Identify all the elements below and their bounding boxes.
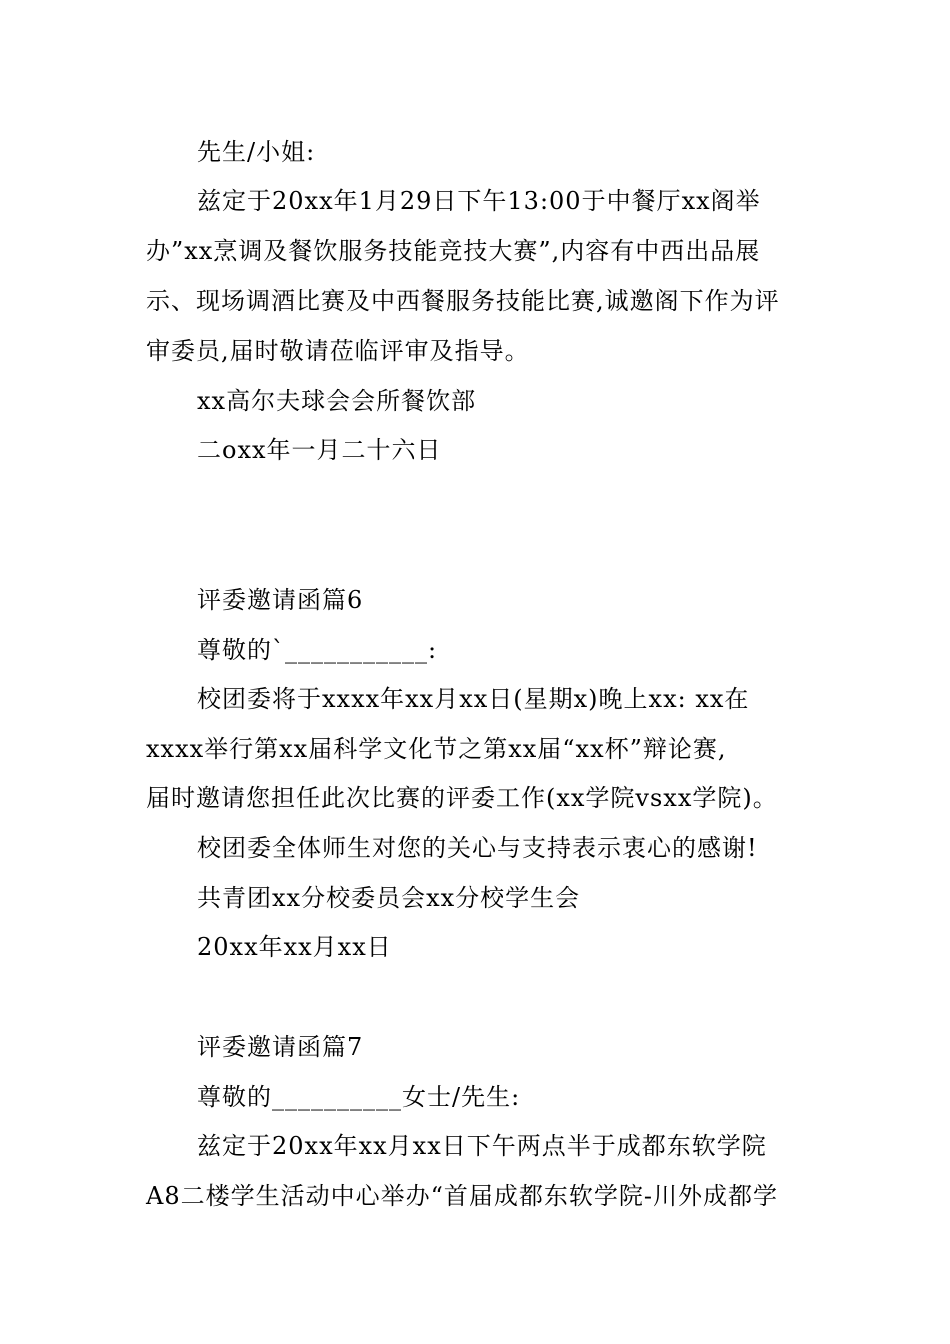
section6-thanks: 校团委全体师生对您的关心与支持表示衷心的感谢! xyxy=(197,834,758,862)
section5-body-line-1: 兹定于20xx年1月29日下午13:00于中餐厅xx阁举 xyxy=(197,187,761,215)
section5-greeting: 先生/小姐: xyxy=(197,138,316,166)
section7-body-line-2: A8二楼学生活动中心举办“首届成都东软学院-川外成都学 xyxy=(146,1182,778,1210)
section6-body-line-2: xxxx举行第xx届科学文化节之第xx届“xx杯”辩论赛, xyxy=(146,735,727,763)
section6-signature: 共青团xx分校委员会xx分校学生会 xyxy=(197,884,581,912)
section5-signature: xx高尔夫球会会所餐饮部 xyxy=(197,387,477,415)
section7-body-line-1: 兹定于20xx年xx月xx日下午两点半于成都东软学院 xyxy=(197,1132,767,1160)
section6-body-line-3: 届时邀请您担任此次比赛的评委工作(xx学院vsxx学院)。 xyxy=(146,784,778,812)
section5-date: 二oxx年一月二十六日 xyxy=(197,436,442,464)
section7-greeting: 尊敬的__________女士/先生: xyxy=(197,1083,521,1111)
section5-body-line-4: 审委员,届时敬请莅临评审及指导。 xyxy=(146,337,530,365)
section6-date: 20xx年xx月xx日 xyxy=(197,933,392,961)
section6-title: 评委邀请函篇6 xyxy=(197,586,364,614)
section5-body-line-3: 示、现场调酒比赛及中西餐服务技能比赛,诚邀阁下作为评 xyxy=(146,287,780,315)
section5-body-line-2: 办”xx烹调及餐饮服务技能竞技大赛”,内容有中西出品展 xyxy=(146,237,761,265)
section6-body-line-1: 校团委将于xxxx年xx月xx日(星期x)晚上xx: xx在 xyxy=(197,685,750,713)
section6-greeting: 尊敬的`___________: xyxy=(197,636,438,664)
section7-title: 评委邀请函篇7 xyxy=(197,1033,364,1061)
